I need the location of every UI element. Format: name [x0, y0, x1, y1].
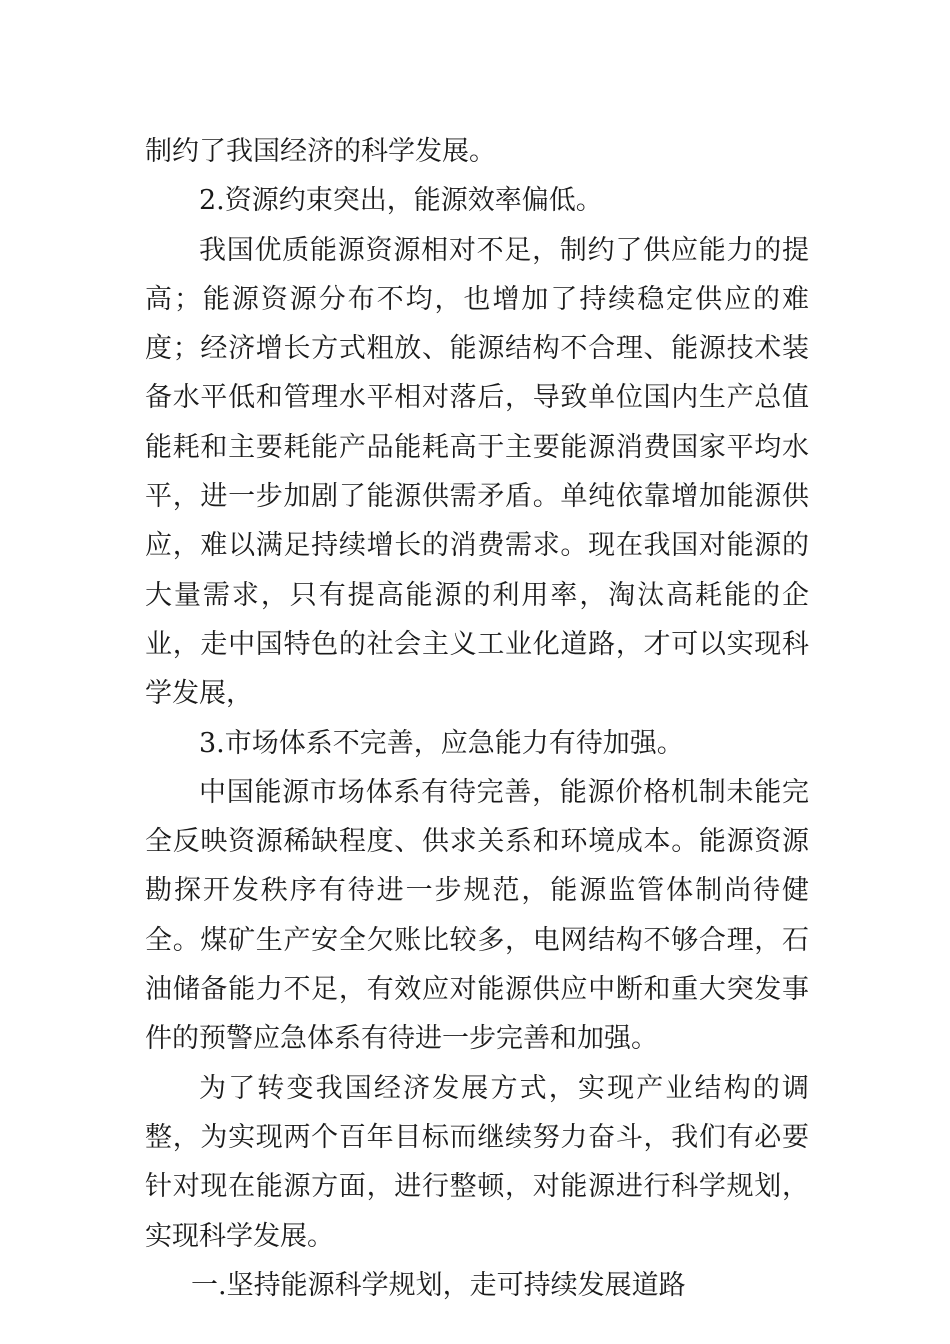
subheading-3: 3.市场体系不完善，应急能力有待加强。 — [199, 727, 684, 759]
paragraph-resource-constraints: 我国优质能源资源相对不足，制约了供应能力的提高；能源资源分布不均，也增加了持续稳定供应的难度；经济增长方式粗放、能源结构不合理、能源技术装备水平低和管理水平相对落后，导致单位国内生产总值能耗和主要耗能产品能耗高于主要能源消费国家平均水平，进一步加剧了能源供需矛盾。单纯依靠增加能源供应，难以满足持续增长的消费需求。现在我国对能源的大量需求，只有提高能源的利用率，淘汰高耗能的企业，走中国特色的社会主义工业化道路，才可以实现科学发展， — [145, 234, 809, 710]
paragraph-market-system: 中国能源市场体系有待完善，能源价格机制未能完全反映资源稀缺程度、供求关系和环境成本。能源资源勘探开发秩序有待进一步规范，能源监管体制尚待健全。煤矿生产安全欠账比较多，电网结构不够合理，石油储备能力不足，有效应对能源供应中断和重大突发事件的预警应急体系有待进一步完善和加强。 — [145, 776, 809, 1055]
subheading-2: 2.资源约束突出，能源效率偏低。 — [199, 185, 603, 217]
paragraph-conclusion: 为了转变我国经济发展方式，实现产业结构的调整，为实现两个百年目标而继续努力奋斗，我们有必要针对现在能源方面，进行整顿，对能源进行科学规划，实现科学发展。 — [145, 1072, 809, 1252]
paragraph-continuation: 制约了我国经济的科学发展。 — [145, 136, 496, 167]
document-body — [145, 127, 809, 1310]
section-heading-1: 一.坚持能源科学规划，走可持续发展道路 — [191, 1269, 686, 1301]
